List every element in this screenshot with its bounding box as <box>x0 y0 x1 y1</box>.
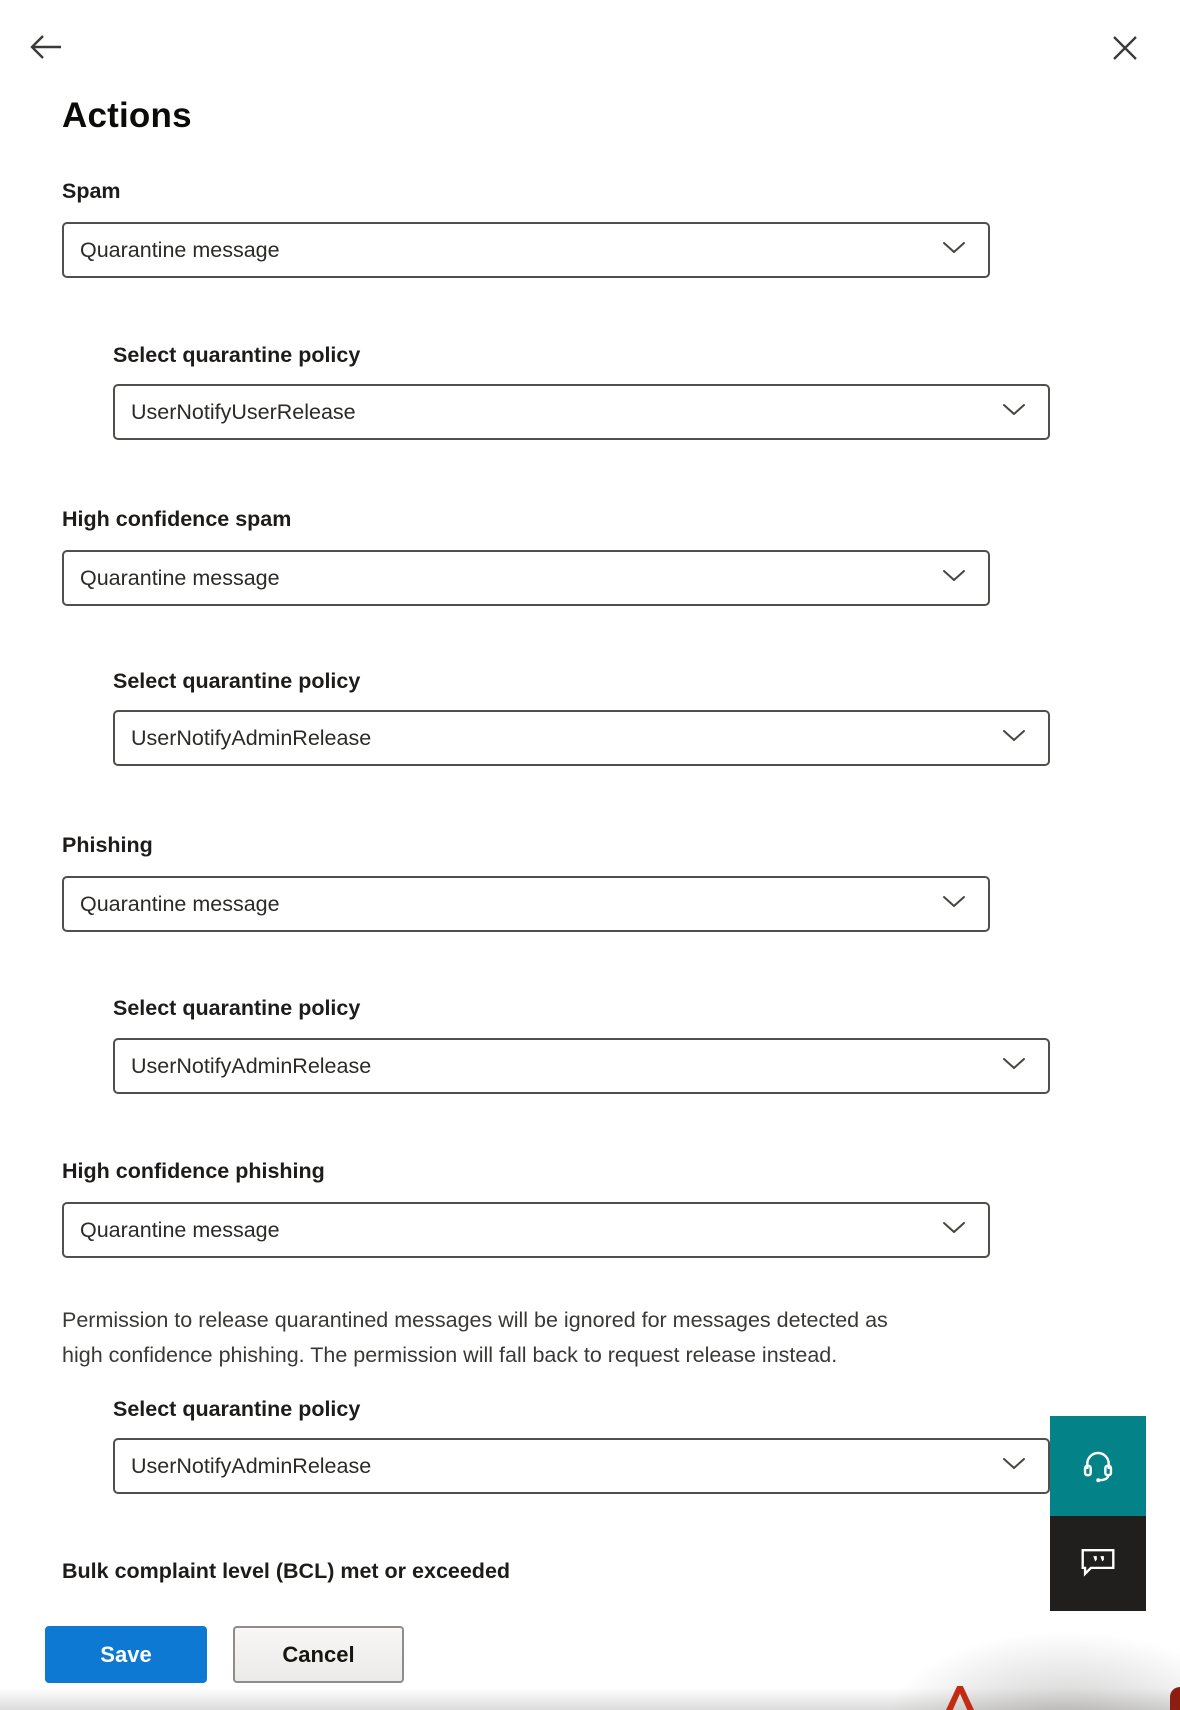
close-icon <box>1110 51 1140 66</box>
high-confidence-spam-action-dropdown[interactable] <box>62 550 990 606</box>
bottom-edge-shadow <box>0 1688 1180 1710</box>
high-confidence-phishing-label: High confidence phishing <box>62 1159 325 1183</box>
chevron-down-icon <box>942 1221 966 1239</box>
phishing-quarantine-policy-dropdown[interactable] <box>113 1038 1050 1094</box>
spam-action-value: Quarantine message <box>80 237 280 262</box>
back-button[interactable] <box>26 32 64 62</box>
hcs-quarantine-policy-dropdown[interactable] <box>113 710 1050 766</box>
phishing-action-value: Quarantine message <box>80 891 280 916</box>
chevron-down-icon <box>1002 403 1026 421</box>
chevron-down-icon <box>942 241 966 259</box>
bottom-corner-shadow <box>880 1628 1180 1710</box>
feedback-button[interactable] <box>1050 1516 1146 1611</box>
hcs-quarantine-policy-label: Select quarantine policy <box>113 669 361 693</box>
high-confidence-spam-action-value: Quarantine message <box>80 565 280 590</box>
phishing-quarantine-policy-value: UserNotifyAdminRelease <box>131 1053 372 1078</box>
close-button[interactable] <box>1110 33 1140 63</box>
spam-label: Spam <box>62 179 121 203</box>
chevron-down-icon <box>942 895 966 913</box>
headset-icon <box>1078 1445 1118 1488</box>
phishing-quarantine-policy-label: Select quarantine policy <box>113 996 361 1020</box>
help-support-button[interactable] <box>1050 1416 1146 1516</box>
spam-quarantine-policy-label: Select quarantine policy <box>113 343 361 367</box>
spam-quarantine-policy-value: UserNotifyUserRelease <box>131 399 356 424</box>
hcp-quarantine-policy-label: Select quarantine policy <box>113 1397 361 1421</box>
bulk-complaint-level-label: Bulk complaint level (BCL) met or exceeded <box>62 1559 511 1583</box>
hcp-permission-note-line2: high confidence phishing. The permission will fall back to request release instead. <box>62 1343 838 1367</box>
chat-bubble-icon <box>1078 1545 1118 1582</box>
cancel-button[interactable]: Cancel <box>233 1626 404 1683</box>
chevron-down-icon <box>1002 729 1026 747</box>
page-title: Actions <box>62 96 192 135</box>
spam-action-dropdown[interactable] <box>62 222 990 278</box>
phishing-label: Phishing <box>62 833 153 857</box>
back-arrow-icon <box>26 50 64 65</box>
chevron-down-icon <box>1002 1057 1026 1075</box>
hcp-quarantine-policy-value: UserNotifyAdminRelease <box>131 1453 372 1478</box>
chevron-down-icon <box>1002 1457 1026 1475</box>
spam-quarantine-policy-dropdown[interactable] <box>113 384 1050 440</box>
high-confidence-phishing-action-value: Quarantine message <box>80 1217 280 1242</box>
underlying-red-fragment-edge <box>1170 1687 1180 1710</box>
high-confidence-phishing-action-dropdown[interactable] <box>62 1202 990 1258</box>
high-confidence-spam-label: High confidence spam <box>62 507 292 531</box>
hcp-quarantine-policy-dropdown[interactable] <box>113 1438 1050 1494</box>
chevron-down-icon <box>942 569 966 587</box>
phishing-action-dropdown[interactable] <box>62 876 990 932</box>
underlying-red-fragment <box>946 1686 974 1710</box>
save-button[interactable]: Save <box>45 1626 207 1683</box>
hcs-quarantine-policy-value: UserNotifyAdminRelease <box>131 725 372 750</box>
hcp-permission-note-line1: Permission to release quarantined messages will be ignored for messages detected as <box>62 1308 888 1332</box>
